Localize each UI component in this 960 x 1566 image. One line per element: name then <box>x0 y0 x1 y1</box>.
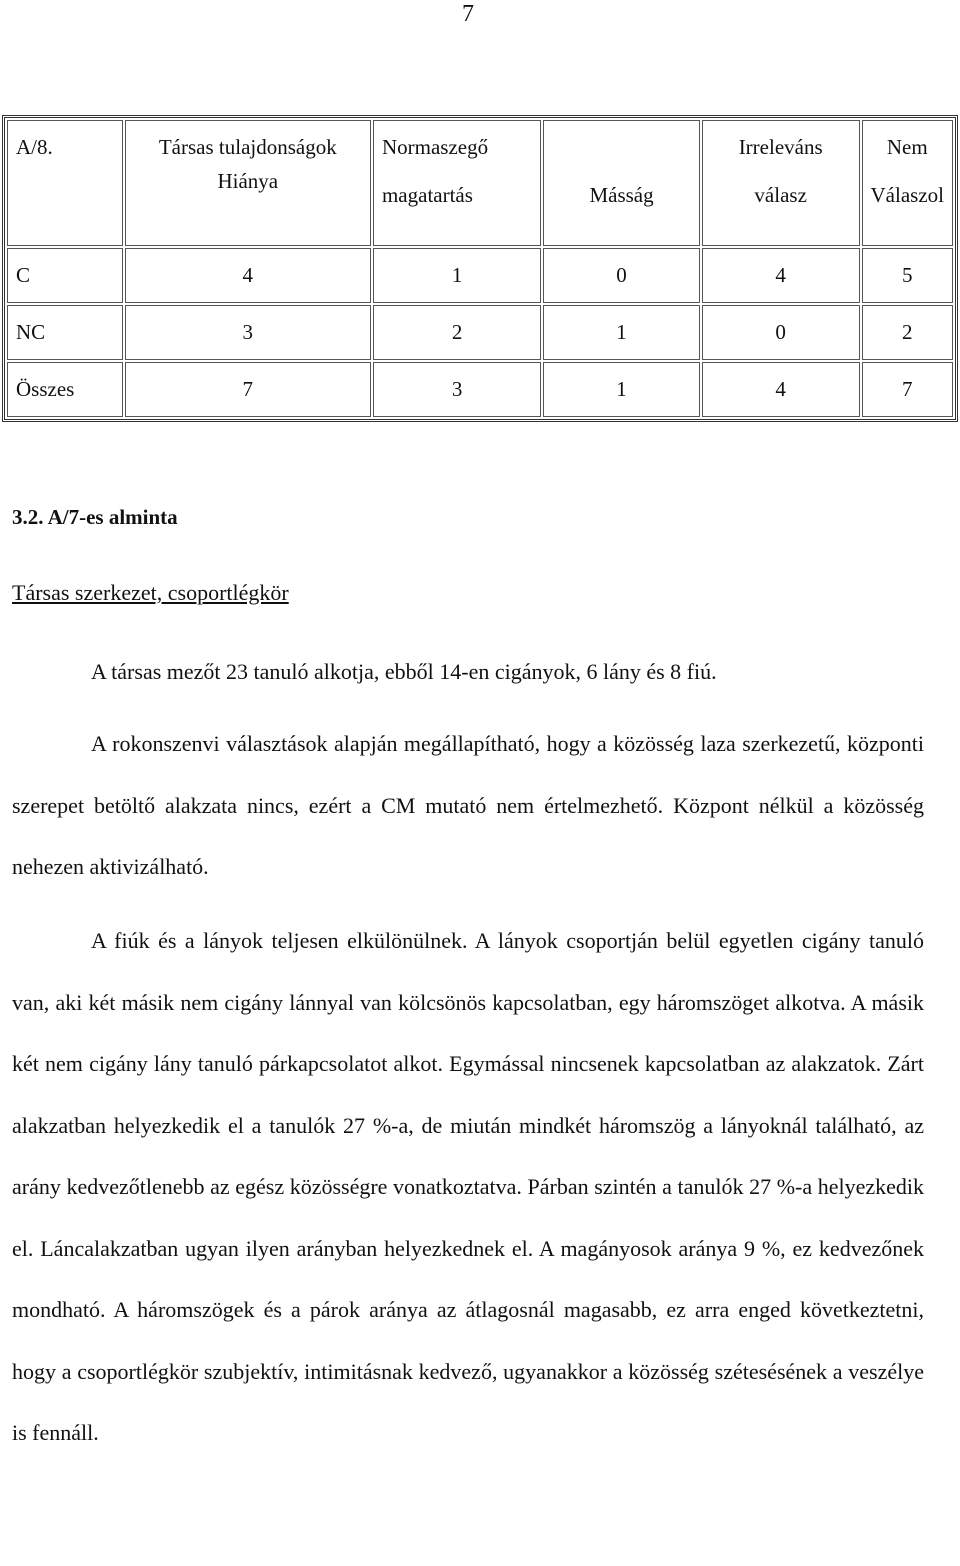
results-table <box>2 115 958 422</box>
table-cell: 1 <box>543 362 700 417</box>
row-label: C <box>7 248 123 303</box>
header-cell: Nem Válaszol <box>862 120 953 246</box>
table-cell: 2 <box>373 305 541 360</box>
table-cell: 7 <box>125 362 371 417</box>
table-cell: 0 <box>702 305 860 360</box>
page-number: 7 <box>462 1 474 27</box>
table-cell: 3 <box>373 362 541 417</box>
table-cell: 7 <box>862 362 953 417</box>
paragraph: A rokonszenvi választások alapján megállapítható, hogy a közösség laza szerkezetű, központi szerepet betöltő alakzata nincs, ezért a CM mutató nem értelmezhető. Központ nélkül a közösség nehezen aktivizálható. <box>12 731 924 879</box>
header-cell: Irreleváns válasz <box>702 120 860 246</box>
subsection-heading: Társas szerkezet, csoportlégkör <box>12 580 289 605</box>
table-row <box>7 248 953 303</box>
header-cell: Normaszegő magatartás <box>373 120 541 246</box>
table-cell: 1 <box>373 248 541 303</box>
table-cell: 4 <box>702 362 860 417</box>
paragraph: A fiúk és a lányok teljesen elkülönülnek. A lányok csoportján belül egyetlen cigány tanuló van, aki két másik nem cigány lánnyal van kölcsönös kapcsolatban, egy háromszöget alkotva. A másik két nem cigány lány tanuló párkapcsolatot alkot. Egymással nincsenek kapcsolatban az alakzatok. Zárt alakzatban helyezkedik el a tanulók 27 %-a, de miután mindkét háromszög a lányoknál található, az arány kedvezőtlenebb az egész közösségre vonatkoztatva. Párban szintén a tanulók 27 %-a helyezkedik el. Láncalakzatban ugyan ilyen arányban helyezkednek el. A magányosok aránya 9 %, ez kedvezőnek mondható. A háromszögek és a párok aránya az átlagosnál magasabb, ez arra enged következtetni, hogy a csoportlégkör szubjektív, intimitásnak kedvező, ugyanakkor a közösség szétesésének a veszélye is fennáll. <box>12 928 924 1445</box>
header-cell: Társas tulajdonságok Hiánya <box>125 120 371 246</box>
table-cell: 5 <box>862 248 953 303</box>
table-cell: 2 <box>862 305 953 360</box>
header-cell: Másság <box>543 120 700 246</box>
table-header-row <box>7 120 953 246</box>
row-label: NC <box>7 305 123 360</box>
paragraph: A társas mezőt 23 tanuló alkotja, ebből 14-en cigányok, 6 lány és 8 fiú. <box>91 659 717 684</box>
table-cell: 4 <box>702 248 860 303</box>
table-cell: 0 <box>543 248 700 303</box>
table-title-cell: A/8. <box>7 120 123 246</box>
table-row <box>7 305 953 360</box>
table-cell: 1 <box>543 305 700 360</box>
table-cell: 3 <box>125 305 371 360</box>
section-heading: 3.2. A/7-es alminta <box>12 505 178 529</box>
row-label: Összes <box>7 362 123 417</box>
table-row <box>7 362 953 417</box>
table-cell: 4 <box>125 248 371 303</box>
